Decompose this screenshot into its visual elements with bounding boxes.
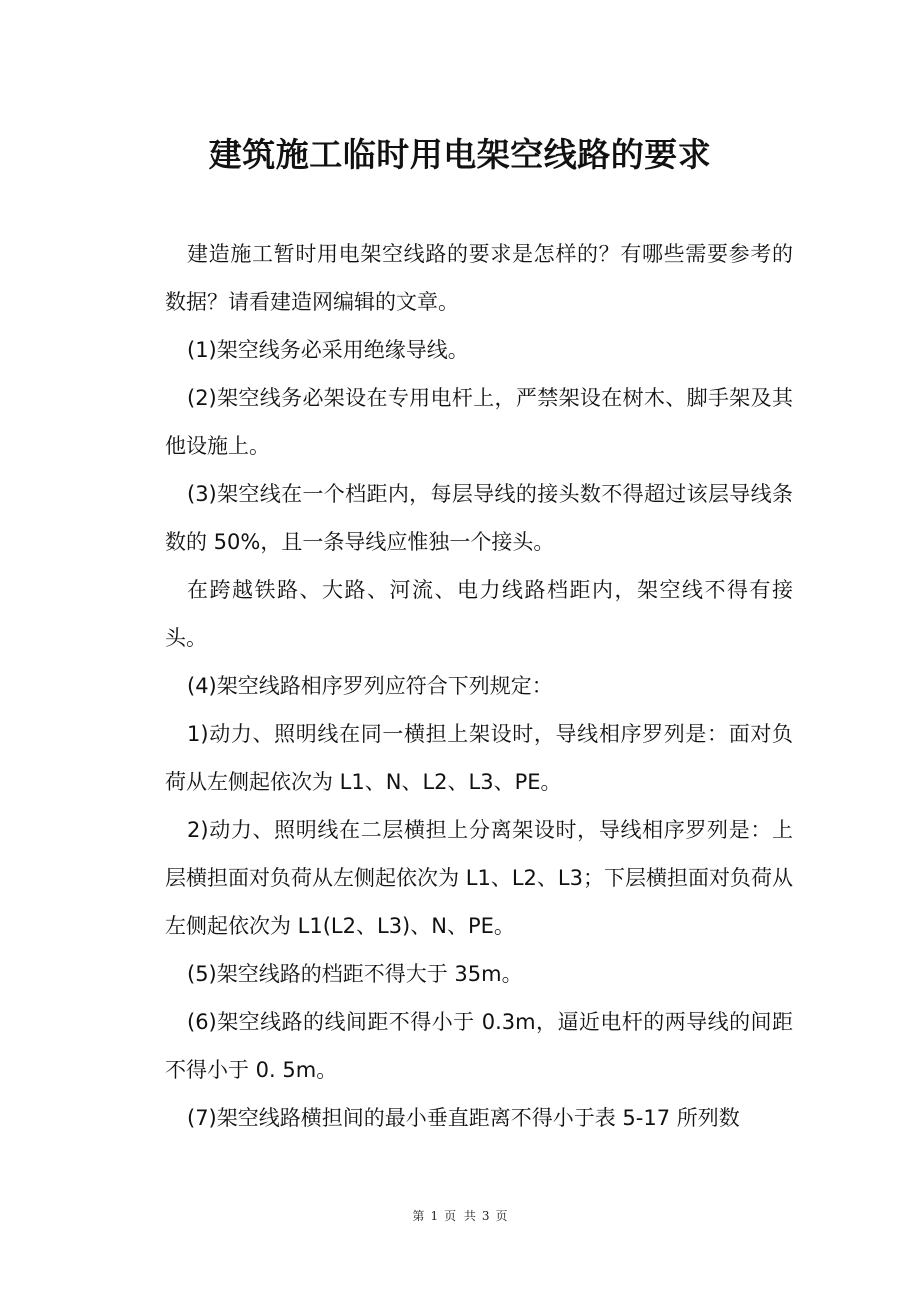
document-title: 建筑施工临时用电架空线路的要求 [208,135,712,174]
paragraph-item-4-sub-1: 1)动力、照明线在同一横担上架设时，导线相序罗列是：面对负荷从左侧起依次为 L1、N、L2、L3、PE。 [165,722,793,794]
paragraph-item-1: (1)架空线务必采用绝缘导线。 [187,338,469,362]
paragraph-item-7: (7)架空线路横担间的最小垂直距离不得小于表 5-17 所列数 [187,1106,740,1130]
page-footer [0,1206,920,1226]
footer-prefix: 第 [412,1209,425,1223]
footer-total-pages: 3 [481,1209,490,1223]
paragraph-item-3-note: 在跨越铁路、大路、河流、电力线路档距内，架空线不得有接头。 [165,578,793,650]
footer-suffix: 页 [495,1209,508,1223]
footer-page-number: 1 [430,1209,439,1223]
paragraph-item-6: (6)架空线路的线间距不得小于 0.3m，逼近电杆的两导线的间距不得小于 0. 5m。 [165,1010,793,1082]
paragraph-intro: 建造施工暂时用电架空线路的要求是怎样的？有哪些需要参考的数据？请看建造网编辑的文章。 [165,242,793,314]
footer-middle: 页 共 [444,1209,476,1223]
paragraph-item-4-sub-2: 2)动力、照明线在二层横担上分离架设时，导线相序罗列是：上层横担面对负荷从左侧起依次为 L1、L2、L3；下层横担面对负荷从左侧起依次为 L1(L2、L3)、N、PE。 [165,818,793,938]
document-body [165,230,793,1142]
paragraph-item-5: (5)架空线路的档距不得大于 35m。 [187,962,523,986]
paragraph-item-4: (4)架空线路相序罗列应符合下列规定： [187,674,553,698]
paragraph-item-3: (3)架空线在一个档距内，每层导线的接头数不得超过该层导线条数的 50%，且一条导线应惟独一个接头。 [165,482,793,554]
paragraph-item-2: (2)架空线务必架设在专用电杆上，严禁架设在树木、脚手架及其他设施上。 [165,386,793,458]
